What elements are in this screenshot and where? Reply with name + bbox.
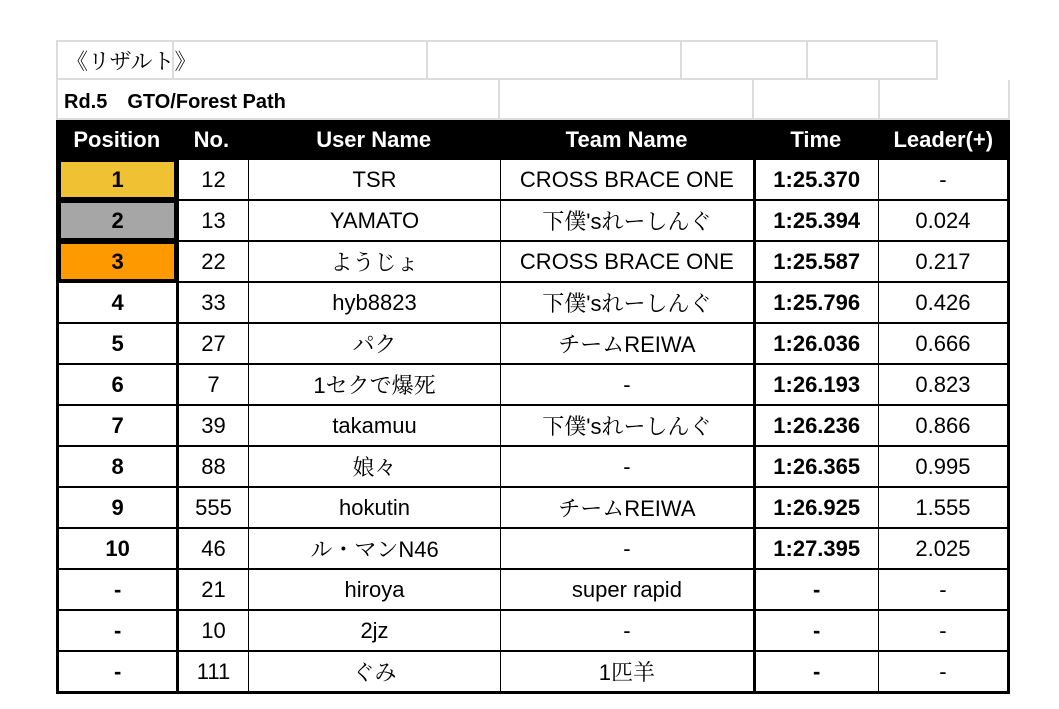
- leader-gap-cell[interactable]: -: [878, 160, 1007, 199]
- team-name-cell[interactable]: CROSS BRACE ONE: [500, 242, 752, 281]
- table-row: [59, 488, 1007, 529]
- position-value: 8: [111, 453, 124, 479]
- team-name-cell[interactable]: -: [500, 611, 752, 650]
- number-cell[interactable]: 555: [176, 488, 248, 527]
- col-header-position[interactable]: Position: [73, 127, 161, 152]
- team-name-cell[interactable]: -: [500, 447, 752, 486]
- position-value: 6: [111, 371, 124, 397]
- table-row: [59, 406, 1007, 447]
- number-cell[interactable]: 111: [176, 652, 248, 691]
- leader-gap-cell[interactable]: 0.024: [878, 201, 1007, 240]
- position-cell[interactable]: [59, 529, 176, 568]
- user-name-cell[interactable]: パク: [248, 324, 500, 363]
- position-cell[interactable]: [59, 447, 176, 486]
- team-name-cell[interactable]: -: [500, 529, 752, 568]
- user-name-cell[interactable]: 娘々: [248, 447, 500, 486]
- position-cell[interactable]: [59, 201, 176, 240]
- position-cell[interactable]: [59, 160, 176, 199]
- leader-gap-cell[interactable]: 0.823: [878, 365, 1007, 404]
- position-value: 5: [111, 330, 124, 356]
- table-row: [59, 570, 1007, 611]
- team-name-cell[interactable]: CROSS BRACE ONE: [500, 160, 752, 199]
- user-name-cell[interactable]: ぐみ: [248, 652, 500, 691]
- round-title[interactable]: Rd.5 GTO/Forest Path: [56, 80, 500, 120]
- column-header-row: [56, 120, 1010, 160]
- team-name-cell[interactable]: -: [500, 365, 752, 404]
- leader-gap-cell[interactable]: 0.426: [878, 283, 1007, 322]
- number-cell[interactable]: 46: [176, 529, 248, 568]
- number-cell[interactable]: 33: [176, 283, 248, 322]
- team-name-cell[interactable]: チームREIWA: [500, 488, 752, 527]
- user-name-cell[interactable]: hokutin: [248, 488, 500, 527]
- position-value: 9: [111, 494, 124, 520]
- position-value: 3: [59, 242, 176, 281]
- number-cell[interactable]: 27: [176, 324, 248, 363]
- col-header-leader[interactable]: Leader(+): [893, 127, 994, 152]
- user-name-cell[interactable]: hyb8823: [248, 283, 500, 322]
- position-cell[interactable]: [59, 570, 176, 609]
- user-name-cell[interactable]: ル・マンN46: [248, 529, 500, 568]
- position-value: -: [113, 658, 122, 684]
- time-cell[interactable]: 1:25.587: [753, 242, 878, 281]
- user-name-cell[interactable]: hiroya: [248, 570, 500, 609]
- leader-gap-cell[interactable]: -: [878, 611, 1007, 650]
- time-cell[interactable]: 1:26.236: [753, 406, 878, 445]
- table-row: [59, 447, 1007, 488]
- table-row: [59, 242, 1007, 283]
- user-name-cell[interactable]: TSR: [248, 160, 500, 199]
- position-cell[interactable]: [59, 406, 176, 445]
- team-name-cell[interactable]: 下僕'sれーしんぐ: [500, 201, 752, 240]
- table-row: [59, 611, 1007, 652]
- table-row: [59, 324, 1007, 365]
- number-cell[interactable]: 22: [176, 242, 248, 281]
- time-cell[interactable]: 1:25.394: [753, 201, 878, 240]
- empty-cell[interactable]: [754, 80, 880, 120]
- leader-gap-cell[interactable]: -: [878, 570, 1007, 609]
- leader-gap-cell[interactable]: 0.866: [878, 406, 1007, 445]
- position-cell[interactable]: [59, 324, 176, 363]
- position-value: -: [113, 576, 122, 602]
- position-value: 1: [59, 160, 176, 199]
- results-table-body: [56, 160, 1010, 694]
- team-name-cell[interactable]: 下僕'sれーしんぐ: [500, 283, 752, 322]
- leader-gap-cell[interactable]: 2.025: [878, 529, 1007, 568]
- time-cell[interactable]: 1:26.925: [753, 488, 878, 527]
- empty-cell[interactable]: [808, 40, 938, 80]
- team-name-cell[interactable]: super rapid: [500, 570, 752, 609]
- position-cell[interactable]: [59, 652, 176, 691]
- time-cell[interactable]: 1:26.365: [753, 447, 878, 486]
- position-value: 7: [111, 412, 124, 438]
- number-cell[interactable]: 21: [176, 570, 248, 609]
- number-cell[interactable]: 39: [176, 406, 248, 445]
- number-cell[interactable]: 88: [176, 447, 248, 486]
- team-name-cell[interactable]: 下僕'sれーしんぐ: [500, 406, 752, 445]
- col-header-time[interactable]: Time: [790, 127, 842, 152]
- user-name-cell[interactable]: takamuu: [248, 406, 500, 445]
- time-cell[interactable]: 1:27.395: [753, 529, 878, 568]
- number-cell[interactable]: 12: [176, 160, 248, 199]
- user-name-cell[interactable]: 2jz: [248, 611, 500, 650]
- leader-gap-cell[interactable]: 0.666: [878, 324, 1007, 363]
- number-cell[interactable]: 13: [176, 201, 248, 240]
- empty-cell[interactable]: [500, 80, 754, 120]
- position-value: 10: [105, 535, 130, 561]
- position-cell[interactable]: [59, 488, 176, 527]
- position-cell[interactable]: [59, 242, 176, 281]
- col-header-team-name[interactable]: Team Name: [565, 127, 688, 152]
- time-cell[interactable]: -: [753, 570, 878, 609]
- table-row: [59, 652, 1007, 691]
- position-cell[interactable]: [59, 365, 176, 404]
- time-cell[interactable]: -: [753, 611, 878, 650]
- table-row: [59, 283, 1007, 324]
- number-cell[interactable]: 7: [176, 365, 248, 404]
- empty-cell[interactable]: [174, 40, 428, 80]
- empty-cell[interactable]: [682, 40, 808, 80]
- position-value: 4: [111, 289, 124, 315]
- user-name-cell[interactable]: ようじょ: [248, 242, 500, 281]
- round-row: [56, 80, 1010, 120]
- col-header-user-name[interactable]: User Name: [316, 127, 432, 152]
- team-name-cell[interactable]: チームREIWA: [500, 324, 752, 363]
- empty-cell[interactable]: [428, 40, 682, 80]
- position-cell[interactable]: [59, 283, 176, 322]
- sheet-title[interactable]: 《リザルト》: [56, 40, 174, 80]
- table-row: [59, 160, 1007, 201]
- leader-gap-cell[interactable]: 0.995: [878, 447, 1007, 486]
- table-row: [59, 529, 1007, 570]
- leader-gap-cell[interactable]: 1.555: [878, 488, 1007, 527]
- position-value: -: [113, 617, 122, 643]
- empty-cell[interactable]: [880, 80, 1010, 120]
- leader-gap-cell[interactable]: -: [878, 652, 1007, 691]
- col-header-number[interactable]: No.: [193, 127, 230, 152]
- time-cell[interactable]: 1:25.796: [753, 283, 878, 322]
- time-cell[interactable]: 1:26.036: [753, 324, 878, 363]
- leader-gap-cell[interactable]: 0.217: [878, 242, 1007, 281]
- number-cell[interactable]: 10: [176, 611, 248, 650]
- time-cell[interactable]: 1:25.370: [753, 160, 878, 199]
- table-row: [59, 365, 1007, 406]
- time-cell[interactable]: -: [753, 652, 878, 691]
- position-value: 2: [59, 201, 176, 240]
- position-cell[interactable]: [59, 611, 176, 650]
- table-row: [59, 201, 1007, 242]
- results-sheet: [56, 40, 1010, 694]
- team-name-cell[interactable]: 1匹羊: [500, 652, 752, 691]
- user-name-cell[interactable]: 1セクで爆死: [248, 365, 500, 404]
- time-cell[interactable]: 1:26.193: [753, 365, 878, 404]
- sheet-title-row: [56, 40, 1010, 80]
- user-name-cell[interactable]: YAMATO: [248, 201, 500, 240]
